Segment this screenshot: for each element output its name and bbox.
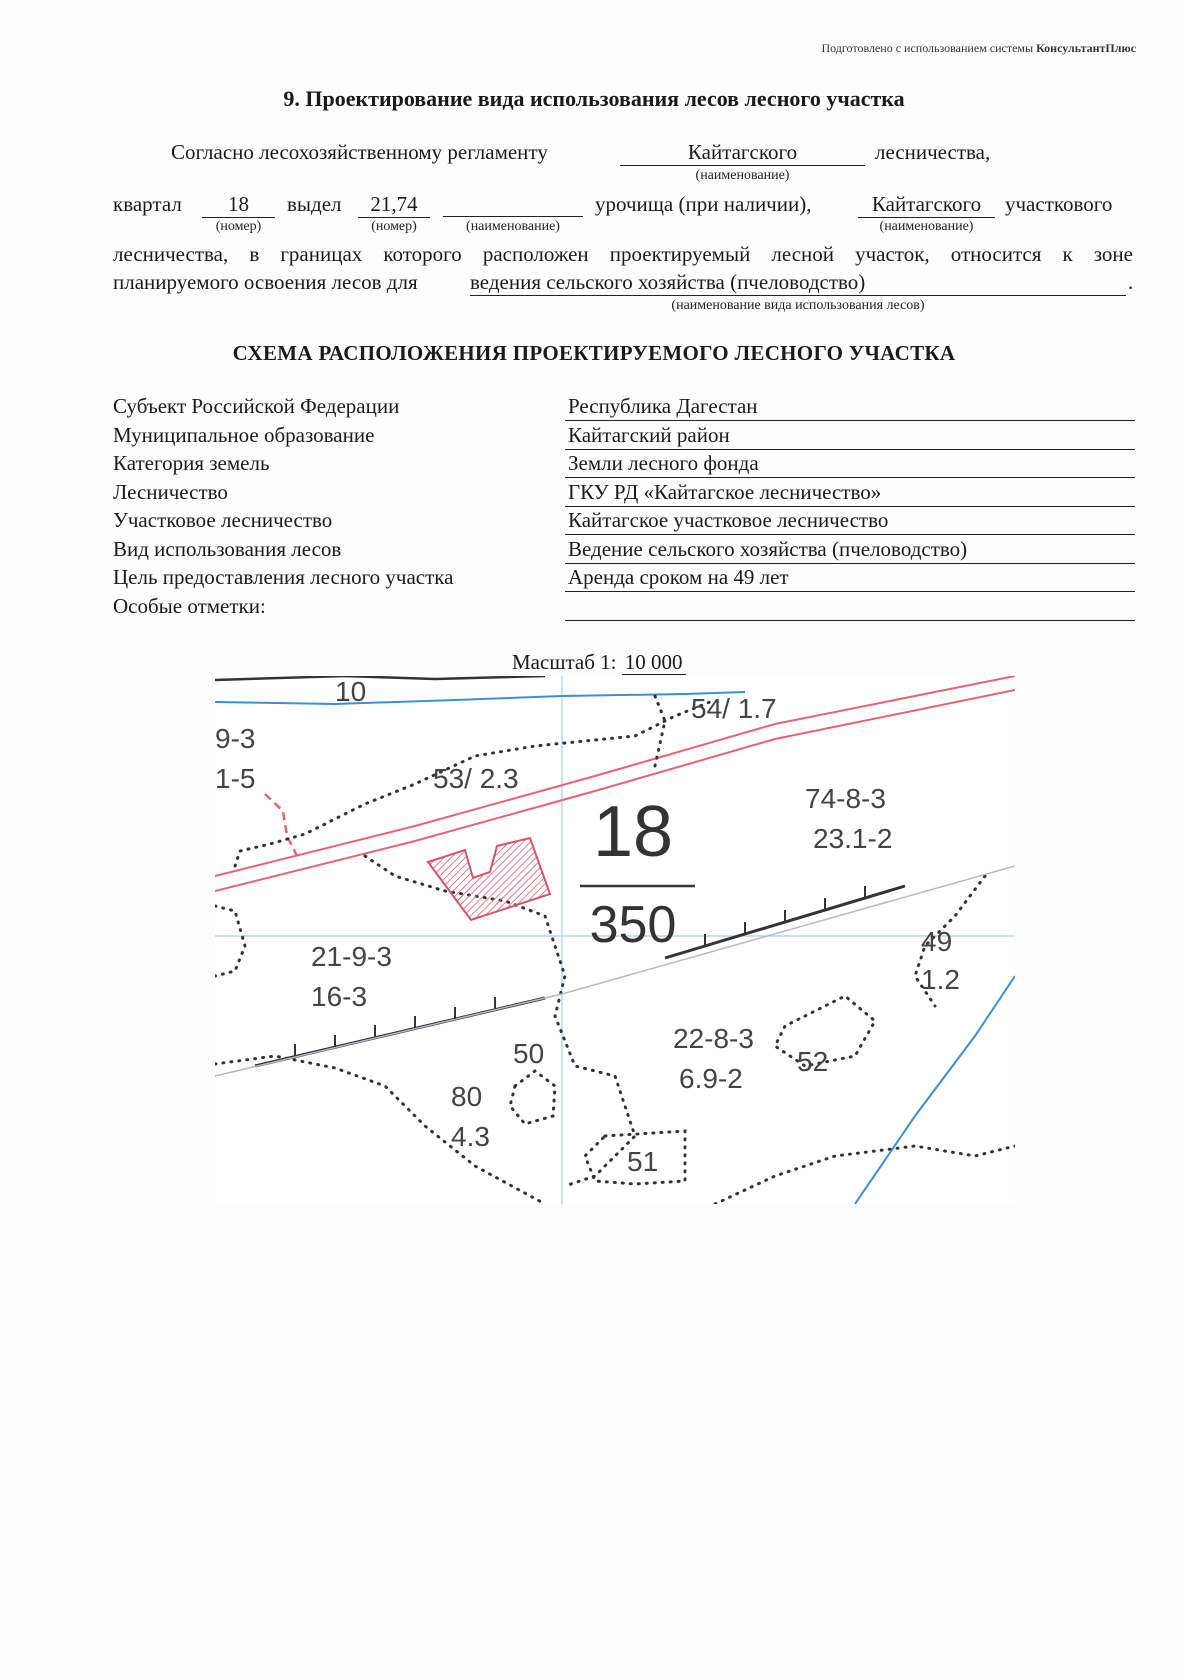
schema-title: СХЕМА РАСПОЛОЖЕНИЯ ПРОЕКТИРУЕМОГО ЛЕСНОГО УЧАСТКА (232, 341, 956, 365)
row-label-land-category: Категория земель (113, 451, 270, 475)
urochishche-value (443, 192, 583, 217)
row-value-usage-type: Ведение сельского хозяйства (пчеловодство) (565, 537, 1135, 564)
scale-value: 10 000 (622, 650, 686, 675)
row-label-municipality: Муниципальное образование (113, 423, 375, 447)
usage-type-value: ведения сельского хозяйства (пчеловодство) (470, 270, 1126, 296)
label-53: 53/ 2.3 (433, 763, 519, 794)
header-note (821, 41, 1136, 56)
label-21-9-3: 21-9-3 (311, 941, 392, 972)
label-1-2: 1.2 (921, 964, 960, 995)
row-value-municipality: Кайтагский район (565, 423, 1135, 450)
label-16-3: 16-3 (311, 981, 368, 1012)
row-label-forestry: Лесничество (113, 480, 228, 504)
kvartal-caption: (номер) (215, 219, 262, 234)
label-49: 49 (921, 926, 953, 957)
label-74-8-3: 74-8-3 (805, 783, 886, 814)
label-6-9-2: 6.9-2 (679, 1063, 743, 1094)
para-line4-end: . (1128, 270, 1134, 294)
label-4-3: 4.3 (451, 1121, 490, 1152)
row-value-district-forestry: Кайтагское участковое лесничество (565, 508, 1135, 535)
label-50: 50 (513, 1038, 545, 1069)
para-line1-text: Согласно лесохозяйственному регламенту (171, 140, 548, 164)
videl-value: 21,74 (358, 192, 430, 218)
videl-caption: (номер) (371, 219, 417, 234)
forestry-name-caption: (наименование) (695, 168, 790, 183)
row-value-subject: Республика Дагестан (565, 394, 1135, 421)
quarter-number: 18 (592, 792, 674, 872)
section-title: 9. Проектирование вида использования лесов лесного участка (283, 86, 905, 111)
row-label-purpose: Цель предоставления лесного участка (113, 565, 454, 589)
row-value-land-category: Земли лесного фонда (565, 451, 1135, 478)
row-value-forestry: ГКУ РД «Кайтагское лесничество» (565, 480, 1135, 507)
uchastok-value: Кайтагского (858, 192, 995, 218)
label-52: 52 (797, 1046, 829, 1077)
label-10: 10 (335, 676, 367, 707)
scale-label: Масштаб 1: (512, 650, 617, 674)
row-label-usage-type: Вид использования лесов (113, 537, 342, 561)
scale (512, 650, 686, 675)
usage-type-caption: (наименование вида использования лесов) (671, 298, 925, 313)
kvartal-label: квартал (113, 192, 182, 216)
row-value-purpose: Аренда сроком на 49 лет (565, 565, 1135, 592)
label-23-1-2: 23.1-2 (813, 823, 893, 854)
forestry-name: Кайтагского (620, 140, 865, 166)
para-line1-end: лесничества, (875, 140, 991, 164)
urochishche-label: урочища (при наличии), (595, 192, 812, 216)
label-22-8-3: 22-8-3 (673, 1023, 754, 1054)
para-line3: лесничества, в границах которого расположен проектируемый лесной участок, относится к зоне (113, 242, 1133, 266)
row-label-district-forestry: Участковое лесничество (113, 508, 333, 532)
uchastok-caption: (наименование) (879, 219, 974, 234)
row-label-subject: Субъект Российской Федерации (113, 394, 400, 418)
kvartal-value: 18 (202, 192, 275, 218)
para-line4-text: планируемого освоения лесов для (113, 270, 418, 294)
videl-label: выдел (287, 192, 342, 216)
label-1-5: 1-5 (215, 763, 256, 794)
label-51: 51 (627, 1146, 659, 1177)
header-note-prefix: Подготовлено с использованием системы (821, 41, 1034, 55)
label-54: 54/ 1.7 (691, 693, 777, 724)
label-9-3: 9-3 (215, 723, 256, 754)
header-note-brand: КонсультантПлюс (1036, 41, 1136, 55)
uchastok-label: участкового (1005, 192, 1113, 216)
row-label-special-notes: Особые отметки: (113, 594, 266, 618)
label-80: 80 (451, 1081, 483, 1112)
urochishche-caption: (наименование) (466, 219, 560, 234)
row-value-special-notes (565, 594, 1135, 621)
quarter-area: 350 (589, 896, 677, 954)
forest-map (215, 676, 1015, 1204)
